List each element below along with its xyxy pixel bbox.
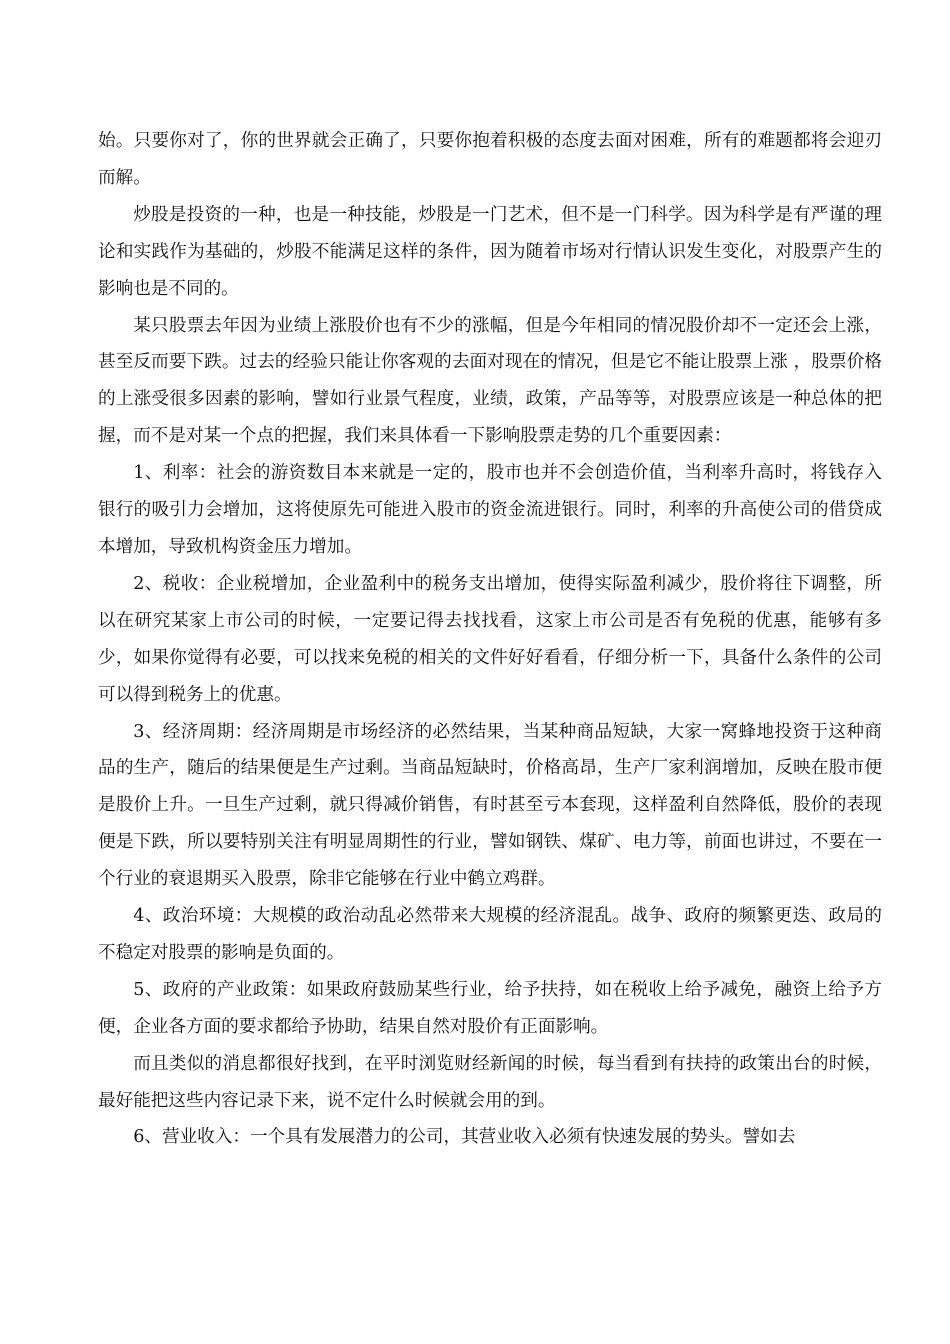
paragraph-political-environment: 4、政治环境：大规模的政治动乱必然带来大规模的经济混乱。战争、政府的频繁更迭、政局的不稳定对股票的影响是负面的。 xyxy=(98,906,882,963)
paragraph-taxation: 2、税收：企业税增加，企业盈利中的税务支出增加，使得实际盈利减少，股价将往下调整，所以在研究某家上市公司的时候，一定要记得去找找看，这家上市公司是否有免税的优惠，能够有多少，如果你觉得有必要，可以找来免税的相关的文件好好看看，仔细分析一下，具备什么条件的公司可以得到税务上的优惠。 xyxy=(98,573,882,705)
document-body xyxy=(98,123,882,1156)
paragraph-economic-cycle: 3、经济周期：经济周期是市场经济的必然结果，当某种商品短缺，大家一窝蜂地投资于这种商品的生产，随后的结果便是生产过剩。当商品短缺时，价格高昂，生产厂家利润增加，反映在股市便是股价上升。一旦生产过剩，就只得减价销售，有时甚至亏本套现，这样盈利自然降低，股价的表现便是下跌，所以要特别关注有明显周期性的行业，譬如钢铁、煤矿、电力等，前面也讲过，不要在一个行业的衰退期买入股票，除非它能够在行业中鹤立鸡群。 xyxy=(98,721,882,890)
paragraph-interest-rate: 1、利率：社会的游资数目本来就是一定的，股市也并不会创造价值，当利率升高时，将钱存入银行的吸引力会增加，这将使原先可能进入股市的资金流进银行。同时，利率的升高使公司的借贷成本增加，导致机构资金压力增加。 xyxy=(98,463,882,557)
paragraph-industrial-policy: 5、政府的产业政策：如果政府鼓励某些行业，给予扶持，如在税收上给予减免，融资上给予方便，企业各方面的要求都给予协助，结果自然对股价有正面影响。 xyxy=(98,979,882,1037)
paragraph-factors-intro: 某只股票去年因为业绩上涨股价也有不少的涨幅，但是今年相同的情况股价却不一定还会上涨，甚至反而要下跌。过去的经验只能让你客观的去面对现在的情况，但是它不能让股票上涨 ，股票价格的上涨受很多因素的影响，譬如行业景气程度，业绩，政策，产品等等，对股票应该是一种总体的把握，而不是对某一个点的把握，我们来具体看一下影响股票走势的几个重要因素： xyxy=(98,315,882,447)
paragraph-policy-news: 而且类似的消息都很好找到，在平时浏览财经新闻的时候，每当看到有扶持的政策出台的时候，最好能把这些内容记录下来，说不定什么时候就会用的到。 xyxy=(98,1053,882,1111)
paragraph-continuation: 始。只要你对了，你的世界就会正确了，只要你抱着积极的态度去面对困难，所有的难题都将会迎刃而解。 xyxy=(98,131,882,188)
paragraph-operating-revenue: 6、营业收入：一个具有发展潜力的公司，其营业收入必须有快速发展的势头。譬如去 xyxy=(133,1127,796,1148)
paragraph-stock-trading-intro: 炒股是投资的一种，也是一种技能，炒股是一门艺术，但不是一门科学。因为科学是有严谨的理论和实践作为基础的，炒股不能满足这样的条件，因为随着市场对行情认识发生变化，对股票产生的影响也是不同的。 xyxy=(98,204,882,299)
